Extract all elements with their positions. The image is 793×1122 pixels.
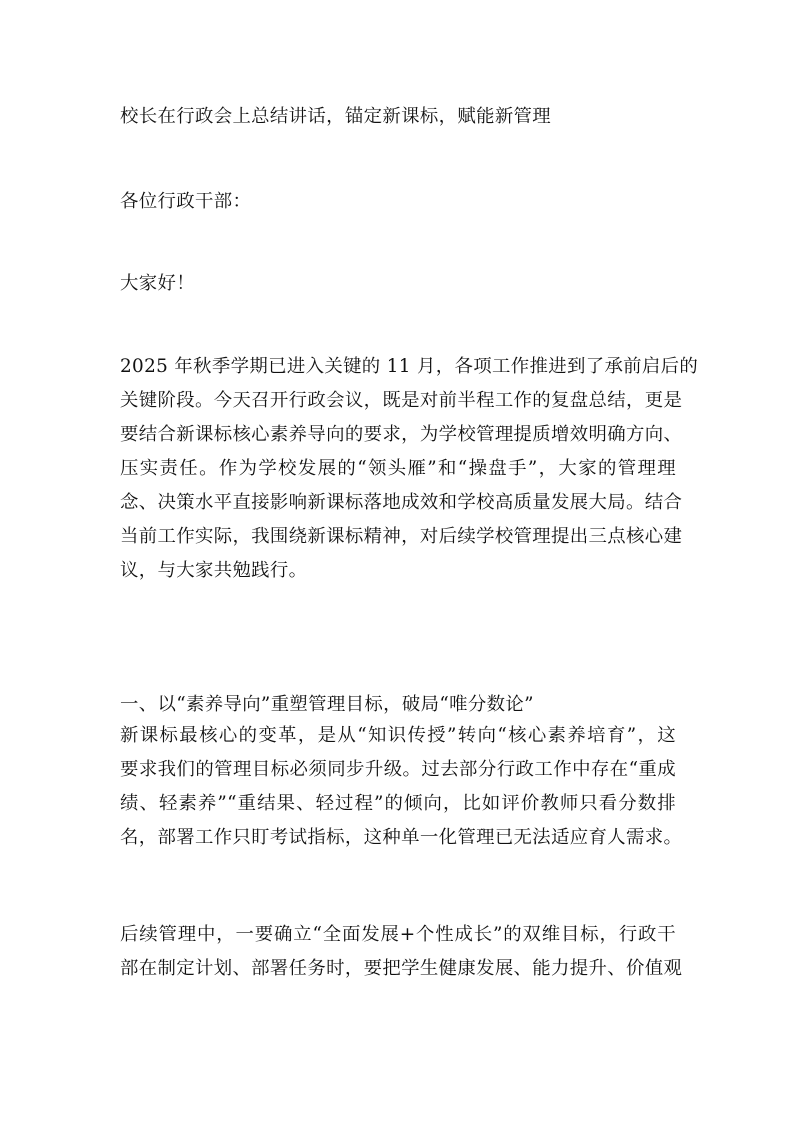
section-1-paragraph: [120, 719, 683, 855]
salutation: 各位行政干部：: [120, 191, 252, 212]
paragraph-line: 议，与大家共勉践行。: [120, 560, 308, 581]
paragraph-line: 名，部署工作只盯考试指标，这种单一化管理已无法适应育人需求。: [120, 827, 683, 848]
greeting: 大家好！: [120, 273, 195, 294]
paragraph-line: 要结合新课标核心素养导向的要求，为学校管理提质增效明确方向、: [120, 424, 683, 445]
paragraph-line: 当前工作实际，我围绕新课标精神，对后续学校管理提出三点核心建: [120, 526, 683, 547]
paragraph-line: 部在制定计划、部署任务时，要把学生健康发展、能力提升、价值观: [120, 958, 683, 979]
paragraph-line: 绩、轻素养”“重结果、轻过程”的倾向，比如评价教师只看分数排: [120, 793, 676, 814]
section-1-paragraph-2: [120, 918, 683, 986]
paragraph-line: 关键阶段。今天召开行政会议，既是对前半程工作的复盘总结，更是: [120, 390, 683, 411]
paragraph-line: 要求我们的管理目标必须同步升级。过去部分行政工作中存在“重成: [120, 759, 676, 780]
paragraph-line: 念、决策水平直接影响新课标落地成效和学校高质量发展大局。结合: [120, 492, 683, 513]
document-title: 校长在行政会上总结讲话，锚定新课标，赋能新管理: [120, 106, 552, 127]
section-heading-1: 一、以“素养导向”重塑管理目标，破局“唯分数论”: [120, 694, 534, 715]
paragraph-line: 2025 年秋季学期已进入关键的 11 月，各项工作推进到了承前启后的: [120, 356, 699, 377]
paragraph-line: 新课标最核心的变革，是从“知识传授”转向“核心素养培育”，这: [120, 725, 676, 746]
paragraph-line: 压实责任。作为学校发展的“领头雁”和“操盘手”，大家的管理理: [120, 458, 676, 479]
intro-paragraph: [120, 350, 699, 588]
paragraph-line: 后续管理中，一要确立“全面发展+个性成长”的双维目标，行政干: [120, 924, 676, 945]
